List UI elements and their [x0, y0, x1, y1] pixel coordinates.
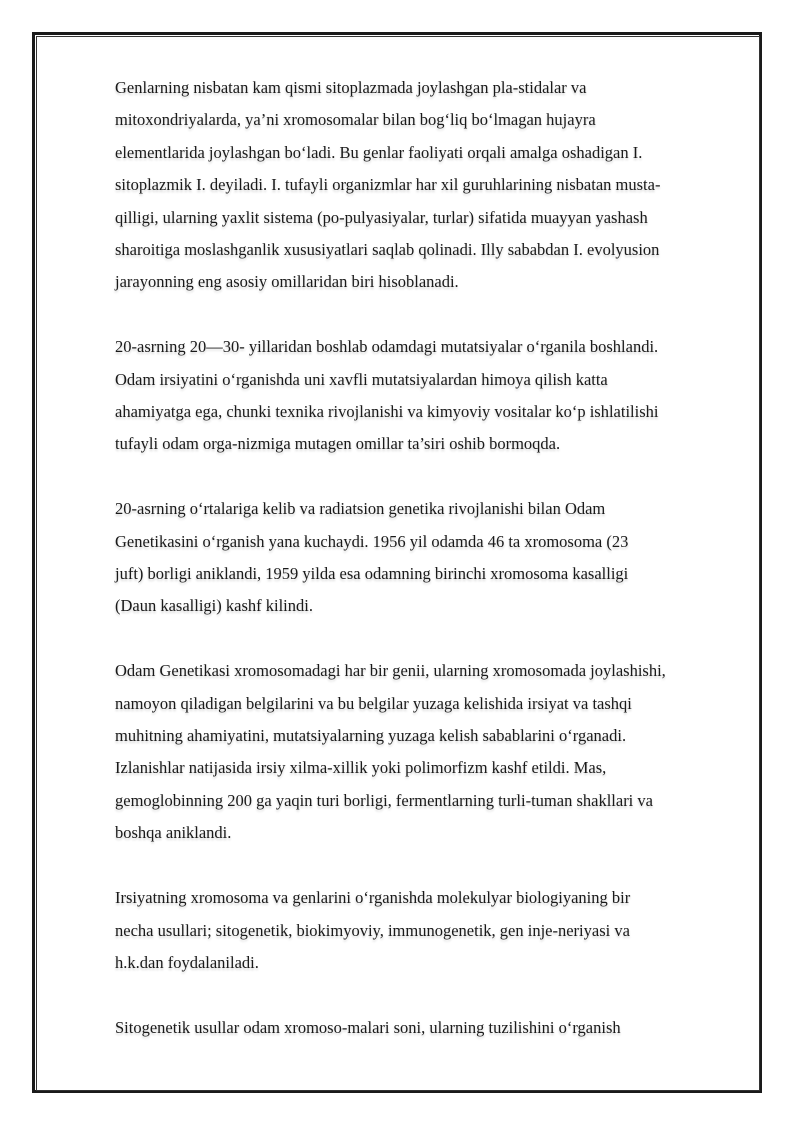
- paragraph-6: [115, 1012, 755, 1044]
- text-line: gemoglobinning 200 ga yaqin turi borligi, fermentlarning turli-tuman shakllari va: [115, 790, 653, 810]
- paragraph-1: [115, 72, 755, 299]
- text-line: Sitogenetik usullar odam xromoso-malari soni, ularning tuzilishini o‘rganish: [115, 1017, 621, 1037]
- text-line: jarayonning eng asosiy omillaridan biri hisoblanadi.: [115, 272, 459, 292]
- text-line: sharoitiga moslashganlik xususiyatlari saqlab qolinadi. Illy sababdan I. evolyusion: [115, 240, 660, 260]
- text-line: 20-asrning o‘rtalariga kelib va radiatsion genetika rivojlanishi bilan Odam: [115, 499, 606, 519]
- document-body: [115, 72, 755, 1077]
- text-line: Izlanishlar natijasida irsiy xilma-xillik yoki polimorfizm kashf etildi. Mas,: [115, 758, 607, 778]
- text-line: Genetikasini o‘rganish yana kuchaydi. 1956 yil odamda 46 ta xromosoma (23: [115, 531, 629, 551]
- text-line: boshqa aniklandi.: [115, 823, 232, 843]
- text-line: mitoxondriyalarda, ya’ni xromosomalar bilan bog‘liq bo‘lmagan hujayra: [115, 110, 596, 130]
- paragraph-5: [115, 882, 755, 979]
- text-line: tufayli odam orga-nizmiga mutagen omillar ta’siri oshib bormoqda.: [115, 434, 561, 454]
- text-line: muhitning ahamiyatini, mutatsiyalarning yuzaga kelish sabablarini o‘rganadi.: [115, 726, 627, 746]
- paragraph-4: [115, 655, 755, 849]
- text-line: qilligi, ularning yaxlit sistema (po-pulyasiyalar, turlar) sifatida muayyan yashash: [115, 207, 648, 227]
- text-line: namoyon qiladigan belgilarini va bu belgilar yuzaga kelishida irsiyat va tashqi: [115, 693, 632, 713]
- paragraph-3: [115, 493, 755, 623]
- text-line: Odam Genetikasi xromosomadagi har bir genii, ularning xromosomada joylashishi,: [115, 661, 666, 681]
- text-line: 20-asrning 20—30- yillaridan boshlab odamdagi mutatsiyalar o‘rganila boshlandi.: [115, 337, 659, 357]
- text-line: Irsiyatning xromosoma va genlarini o‘rganishda molekulyar biologiyaning bir: [115, 888, 631, 908]
- paragraph-2: [115, 331, 755, 461]
- text-line: juft) borligi aniklandi, 1959 yilda esa odamning birinchi xromosoma kasalligi: [115, 564, 629, 584]
- text-line: ahamiyatga ega, chunki texnika rivojlanishi va kimyoviy vositalar ko‘p ishlatilishi: [115, 402, 659, 422]
- text-line: Odam irsiyatini o‘rganishda uni xavfli mutatsiyalardan himoya qilish katta: [115, 369, 608, 389]
- text-line: necha usullari; sitogenetik, biokimyoviy, immunogenetik, gen inje-neriyasi va: [115, 920, 630, 940]
- text-line: (Daun kasalligi) kashf kilindi.: [115, 596, 313, 616]
- text-line: Genlarning nisbatan kam qismi sitoplazmada joylashgan pla-stidalar va: [115, 78, 587, 97]
- text-line: elementlarida joylashgan bo‘ladi. Bu genlar faoliyati orqali amalga oshadigan I.: [115, 142, 643, 162]
- text-line: h.k.dan foydalaniladi.: [115, 952, 259, 972]
- text-line: sitoplazmik I. deyiladi. I. tufayli organizmlar har xil guruhlarining nisbatan musta-: [115, 175, 661, 195]
